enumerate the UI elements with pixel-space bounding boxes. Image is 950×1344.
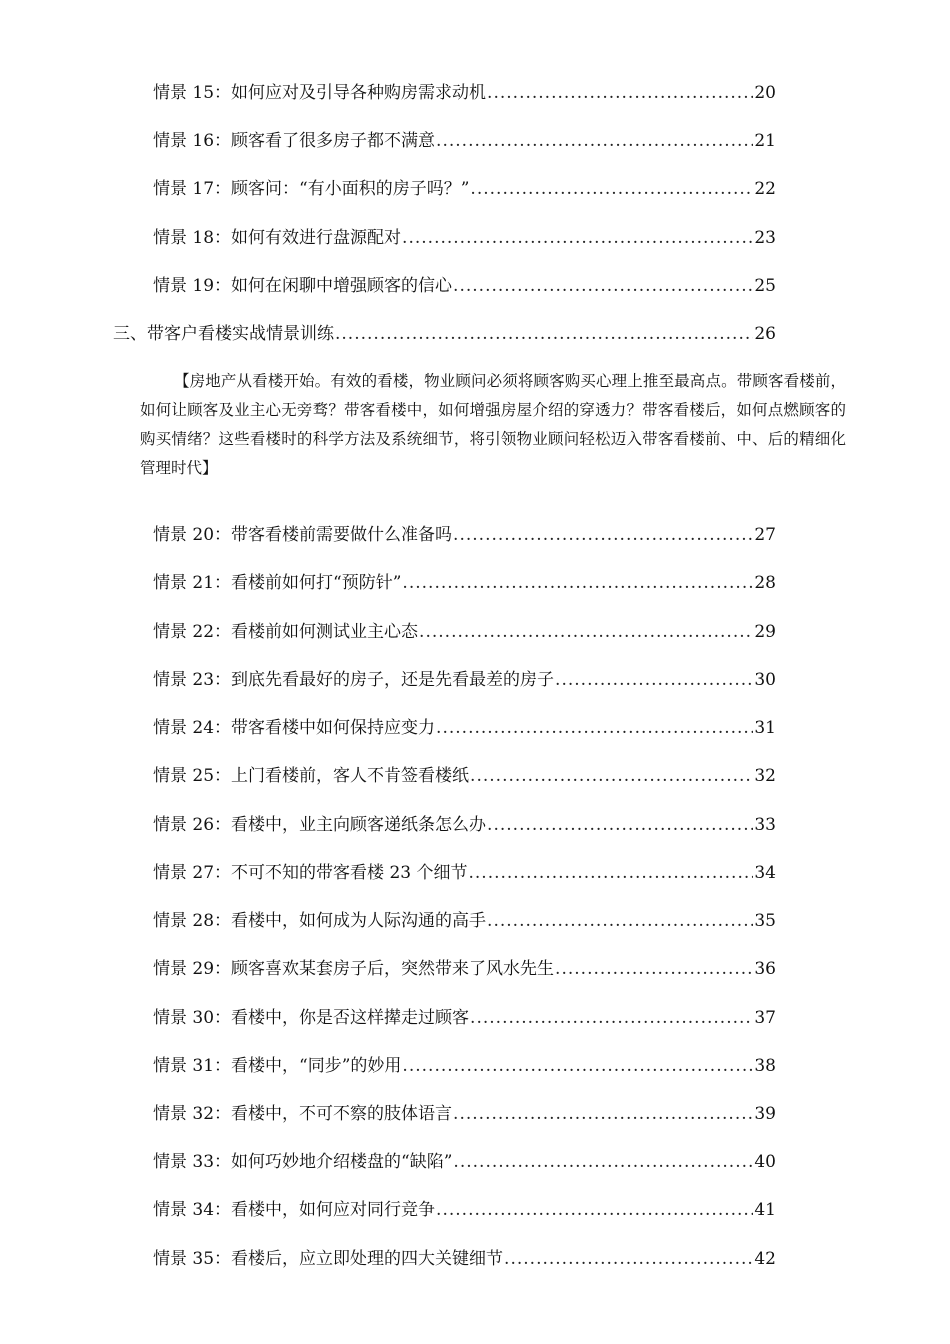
toc-page-number: 23 [754,228,776,248]
toc-leader [436,1198,753,1222]
toc-leader [402,226,753,250]
toc-leader [453,1150,753,1174]
toc-entry-title: 情景 31：看楼中，“同步”的妙用 [153,1056,402,1076]
toc-leader [402,1054,753,1078]
toc-entry[interactable] [153,226,776,250]
toc-entry[interactable] [153,957,776,981]
toc-entry-title: 情景 26：看楼中，业主向顾客递纸条怎么办 [153,815,487,835]
toc-page-number: 26 [754,324,776,344]
toc-entry-title: 情景 15：如何应对及引导各种购房需求动机 [153,83,487,103]
toc-entry[interactable] [153,1198,776,1222]
toc-entry-title: 情景 32：看楼中，不可不察的肢体语言 [153,1104,453,1124]
toc-page-number: 22 [754,179,776,199]
toc-entry[interactable] [153,177,776,201]
toc-entry-title: 情景 21：看楼前如何打“预防针” [153,573,402,593]
toc-entry[interactable] [153,1150,776,1174]
toc-entry[interactable] [153,129,776,153]
toc-page-number: 39 [754,1104,776,1124]
toc-page-number: 35 [754,911,776,931]
toc-entry[interactable] [153,764,776,788]
toc-page-number: 30 [754,670,776,690]
toc-entry[interactable] [153,813,776,837]
toc-leader [555,668,753,692]
toc-page-number: 27 [754,525,776,545]
toc-page-number: 33 [754,815,776,835]
toc-leader [453,1102,753,1126]
toc-leader [419,620,753,644]
toc-entry-title: 情景 16：顾客看了很多房子都不满意 [153,131,436,151]
toc-entry-title: 情景 29：顾客喜欢某套房子后，突然带来了风水先生 [153,959,555,979]
toc-entry[interactable] [153,909,776,933]
toc-entry-title: 情景 19：如何在闲聊中增强顾客的信心 [153,276,453,296]
toc-entry[interactable] [153,1054,776,1078]
toc-entry-title: 情景 24：带客看楼中如何保持应变力 [153,718,436,738]
toc-page-number: 21 [754,131,776,151]
toc-page-number: 25 [754,276,776,296]
toc-entry-title: 情景 18：如何有效进行盘源配对 [153,228,402,248]
toc-leader [402,571,753,595]
toc-entry[interactable] [153,620,776,644]
toc-leader [487,909,753,933]
toc-entry-title: 情景 27：不可不知的带客看楼 23 个细节 [153,863,468,883]
toc-entry[interactable] [153,716,776,740]
toc-entry[interactable] [153,81,776,105]
toc-entry[interactable] [153,1006,776,1030]
toc-page-number: 41 [754,1200,776,1220]
toc-leader [487,81,753,105]
toc-leader [470,764,753,788]
toc-entry-title: 情景 17：顾客问：“有小面积的房子吗？” [153,179,470,199]
toc-entry-title: 情景 35：看楼后，应立即处理的四大关键细节 [153,1249,504,1269]
toc-entry[interactable] [153,571,776,595]
toc-entry[interactable] [153,861,776,885]
toc-entry-title: 情景 22：看楼前如何测试业主心态 [153,622,419,642]
toc-section-heading[interactable] [113,322,776,346]
toc-leader [470,1006,753,1030]
toc-page-number: 42 [754,1249,776,1269]
toc-leader [453,274,753,298]
toc-entry[interactable] [153,668,776,692]
toc-page-number: 31 [754,718,776,738]
toc-leader [555,957,753,981]
toc-entry[interactable] [153,1247,776,1271]
toc-page-number: 20 [754,83,776,103]
toc-leader [453,523,753,547]
toc-entry-title: 情景 30：看楼中，你是否这样撵走过顾客 [153,1008,470,1028]
toc-entry-title: 情景 28：看楼中，如何成为人际沟通的高手 [153,911,487,931]
toc-entry[interactable] [153,523,776,547]
toc-page-number: 40 [754,1152,776,1172]
toc-page-number: 38 [754,1056,776,1076]
section-intro-paragraph: 【房地产从看楼开始。有效的看楼，物业顾问必须将顾客购买心理上推至最高点。带顾客看楼前，如何让顾客及业主心无旁骛？带客看楼中，如何增强房屋介绍的穿透力？带客看楼后，如何点燃顾客的购买情绪？这些看楼时的科学方法及系统细节，将引领物业顾问轻松迈入带客看楼前、中、后的精细化管理时代】 [140,372,846,477]
toc-entry-title: 情景 20：带客看楼前需要做什么准备吗 [153,525,453,545]
toc-page-number: 28 [754,573,776,593]
toc-entry-title: 情景 34：看楼中，如何应对同行竞争 [153,1200,436,1220]
toc-entry[interactable] [153,1102,776,1126]
toc-leader [470,177,753,201]
toc-leader [436,129,753,153]
toc-page-number: 34 [754,863,776,883]
toc-entry[interactable] [153,274,776,298]
toc-leader [487,813,753,837]
toc-leader [335,322,753,346]
toc-entry-title: 情景 25：上门看楼前，客人不肯签看楼纸 [153,766,470,786]
toc-page-number: 32 [754,766,776,786]
toc-leader [468,861,753,885]
toc-section-title: 三、带客户看楼实战情景训练 [113,324,334,344]
toc-leader [504,1247,753,1271]
toc-page-number: 36 [754,959,776,979]
toc-page-number: 29 [754,622,776,642]
toc-leader [436,716,753,740]
toc-entry-title: 情景 33：如何巧妙地介绍楼盘的“缺陷” [153,1152,453,1172]
toc-entry-title: 情景 23：到底先看最好的房子，还是先看最差的房子 [153,670,555,690]
toc-page-number: 37 [754,1008,776,1028]
